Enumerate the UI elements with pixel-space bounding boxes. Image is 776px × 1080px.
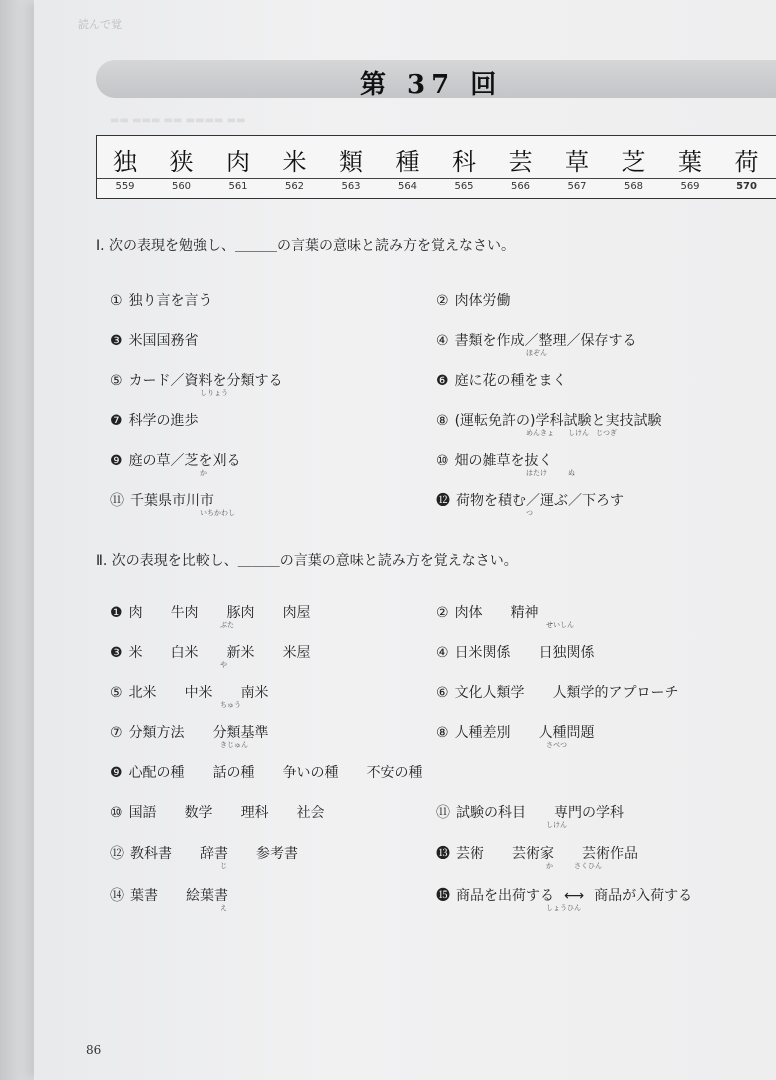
kanji-cell: 狭 <box>169 148 194 176</box>
item-marker: ⑤ <box>110 373 123 389</box>
item-word: 精神 <box>510 605 539 621</box>
item-marker: ④ <box>436 333 449 349</box>
section-2-item <box>436 843 666 863</box>
item-word: 葉書 <box>130 888 158 904</box>
item-word: 芸術家 <box>512 846 554 862</box>
item-marker: ① <box>110 293 123 309</box>
arrow-icon: ⟷ <box>564 888 585 904</box>
item-word: 日独関係 <box>538 645 595 661</box>
item-marker: ❾ <box>110 765 123 781</box>
section-1-item <box>436 370 567 390</box>
item-word: 文化人類学 <box>454 685 525 701</box>
item-word: 不安の種 <box>366 765 423 781</box>
kanji-number: 562 <box>284 181 305 192</box>
ruby-reading: え <box>220 904 227 912</box>
item-text: 米国国務省 <box>128 333 199 349</box>
item-word: 国語 <box>128 805 157 821</box>
item-marker: ⑦ <box>110 725 123 741</box>
kanji-cell: 芸 <box>508 148 533 176</box>
item-marker: ⑩ <box>110 805 123 821</box>
item-text: (運転免許の)学科試験と実技試験 <box>454 413 662 429</box>
ruby-reading: や <box>220 661 227 669</box>
kanji-number: 565 <box>454 181 474 192</box>
section-2-item <box>110 843 326 863</box>
kanji-cell: 葉 <box>678 148 702 176</box>
kanji-number-row <box>97 178 776 198</box>
section-1-item <box>436 410 662 430</box>
section-2-heading: Ⅱ. 次の表現を比較し、＿＿＿の言葉の意味と読み方を覚えなさい。 <box>96 553 518 569</box>
ruby-reading: はたけ ぬ <box>526 469 575 477</box>
item-word: 白米 <box>170 645 199 661</box>
item-marker: ⑫ <box>110 846 124 862</box>
item-word: 絵葉書 <box>186 888 228 904</box>
item-text: 庭の草／芝を刈る <box>128 453 241 469</box>
ruby-reading: しけん <box>546 821 567 829</box>
item-text: カード／資料を分類する <box>128 373 283 389</box>
item-text: 独り言を言う <box>128 293 213 309</box>
ruby-reading: ぶた <box>220 621 234 629</box>
section-1-item <box>110 370 283 390</box>
item-word: 分類方法 <box>128 725 185 741</box>
kanji-number: 559 <box>115 181 135 192</box>
item-word: 商品を出荷する <box>456 888 554 904</box>
ruby-reading: か さくひん <box>546 862 602 870</box>
item-marker: ⑤ <box>110 685 123 701</box>
section-2-item <box>110 642 339 662</box>
item-text: 畑の雑草を抜く <box>454 453 553 469</box>
section-1-item <box>436 290 511 310</box>
item-marker: ❾ <box>110 453 123 469</box>
item-word: 芸術 <box>456 846 484 862</box>
item-word: 専門の学科 <box>554 805 624 821</box>
kanji-number: 568 <box>623 181 644 192</box>
kanji-cell: 肉 <box>226 148 250 176</box>
item-word: 肉屋 <box>282 605 311 621</box>
item-word: 分類基準 <box>212 725 269 741</box>
kanji-number: 561 <box>228 181 248 192</box>
item-word: 教科書 <box>130 846 172 862</box>
kanji-cell: 荷 <box>734 148 759 176</box>
item-word: 人種差別 <box>454 725 511 741</box>
section-2-item <box>110 682 297 702</box>
item-word: 人種問題 <box>538 725 595 741</box>
item-marker: ④ <box>436 645 449 661</box>
item-word: 新米 <box>226 645 255 661</box>
item-word: 日米関係 <box>454 645 511 661</box>
kanji-number: 564 <box>397 181 418 192</box>
item-marker: ⑥ <box>436 685 449 701</box>
item-word: 試験の科目 <box>456 805 526 821</box>
item-marker: ❸ <box>110 645 123 661</box>
section-1-item <box>110 410 199 430</box>
item-word: 豚肉 <box>226 605 255 621</box>
item-word: 牛肉 <box>170 605 199 621</box>
section-1-heading: Ⅰ. 次の表現を勉強し、＿＿＿の言葉の意味と読み方を覚えなさい。 <box>96 238 516 254</box>
kanji-cell: 類 <box>339 148 363 176</box>
item-word: 心配の種 <box>128 765 185 781</box>
section-1-item <box>110 490 214 510</box>
ruby-reading: せいしん <box>546 621 574 629</box>
ruby-reading: か <box>200 469 207 477</box>
section-2-item <box>436 722 623 742</box>
section-2-item <box>436 885 720 905</box>
bleed-through: ▬▬ ▬▬▬ ▬▬ ▬▬▬▬ ▬▬ <box>110 115 246 126</box>
item-marker: ② <box>436 605 449 621</box>
ruby-reading: さべつ <box>546 741 567 749</box>
kanji-number: 567 <box>567 181 587 192</box>
item-marker: ⑪ <box>436 805 450 821</box>
section-2-item <box>110 802 353 822</box>
item-word: 南米 <box>240 685 269 701</box>
kanji-cell: 米 <box>282 148 307 176</box>
section-2-item <box>436 642 623 662</box>
item-text: 庭に花の種をまく <box>454 373 567 389</box>
item-word: 社会 <box>296 805 325 821</box>
item-marker: ❶ <box>110 605 123 621</box>
item-word: 中米 <box>184 685 213 701</box>
kanji-cell: 草 <box>565 148 589 176</box>
ruby-reading: じ <box>220 862 227 870</box>
item-word: 参考書 <box>256 846 298 862</box>
section-2-item <box>110 602 339 622</box>
section-1-item <box>436 450 553 470</box>
item-text: 書類を作成／整理／保存する <box>454 333 637 349</box>
item-word: 商品が入荷する <box>594 888 693 904</box>
ruby-reading: ほぞん <box>526 349 547 357</box>
kanji-cell: 独 <box>113 148 137 176</box>
kanji-number: 569 <box>680 181 700 192</box>
kanji-number: 566 <box>510 181 531 192</box>
section-2-item <box>436 602 567 622</box>
section-2-item <box>436 802 652 822</box>
item-word: 肉 <box>128 605 143 621</box>
item-word: 理科 <box>240 805 269 821</box>
item-marker: ⓭ <box>436 846 450 862</box>
ruby-reading: つ <box>526 509 533 517</box>
item-word: 辞書 <box>200 846 228 862</box>
lesson-title: 第 37 回 <box>360 70 503 100</box>
kanji-table <box>96 135 776 199</box>
ruby-reading: きじゅん <box>220 741 248 749</box>
section-1-item <box>110 450 241 470</box>
item-marker: ⑩ <box>436 453 449 469</box>
kanji-cell: 種 <box>395 148 420 176</box>
item-marker: ⑧ <box>436 725 449 741</box>
item-marker: ❻ <box>436 373 449 389</box>
kanji-cell: 科 <box>452 148 476 176</box>
ruby-reading: しりょう <box>200 389 228 397</box>
item-word: 話の種 <box>212 765 255 781</box>
ruby-reading: しょうひん <box>546 904 581 912</box>
kanji-number: 560 <box>171 181 192 192</box>
item-word: 北米 <box>128 685 157 701</box>
item-word: 米屋 <box>282 645 311 661</box>
item-marker: ⑧ <box>436 413 449 429</box>
item-word: 肉体 <box>454 605 483 621</box>
item-word: 数学 <box>184 805 213 821</box>
section-2-item <box>110 885 256 905</box>
running-head: 読んで覚 <box>78 18 122 31</box>
item-word: 米 <box>128 645 143 661</box>
ruby-reading: いちかわし <box>200 509 235 517</box>
item-marker: ⑭ <box>110 888 124 904</box>
section-2-item <box>436 682 707 702</box>
item-marker: ⓯ <box>436 888 450 904</box>
ruby-reading: めんきょ しけん じつぎ <box>526 429 617 437</box>
section-1-item <box>436 490 624 510</box>
item-word: 人類学的アプローチ <box>552 685 679 701</box>
kanji-number: 563 <box>341 181 361 192</box>
section-2-item <box>110 762 451 782</box>
item-marker: ⓬ <box>436 493 450 509</box>
item-text: 肉体労働 <box>454 293 511 309</box>
item-marker: ❸ <box>110 333 123 349</box>
item-text: 荷物を積む／運ぶ／下ろす <box>456 493 624 509</box>
book-spine-shadow <box>0 0 34 1080</box>
item-marker: ⑪ <box>110 493 124 509</box>
item-text: 科学の進歩 <box>128 413 199 429</box>
ruby-reading: ちゅう <box>220 701 241 709</box>
kanji-number: 570 <box>736 181 757 192</box>
item-text: 千葉県市川市 <box>130 493 214 509</box>
item-marker: ❼ <box>110 413 123 429</box>
item-word: 争いの種 <box>282 765 339 781</box>
section-1-item <box>110 290 213 310</box>
kanji-row <box>97 136 776 179</box>
kanji-cell: 芝 <box>621 148 646 176</box>
section-2-item <box>110 722 297 742</box>
page-number: 86 <box>86 1043 102 1057</box>
item-word: 芸術作品 <box>582 846 638 862</box>
item-marker: ② <box>436 293 449 309</box>
section-1-item <box>436 330 637 350</box>
section-1-item <box>110 330 199 350</box>
